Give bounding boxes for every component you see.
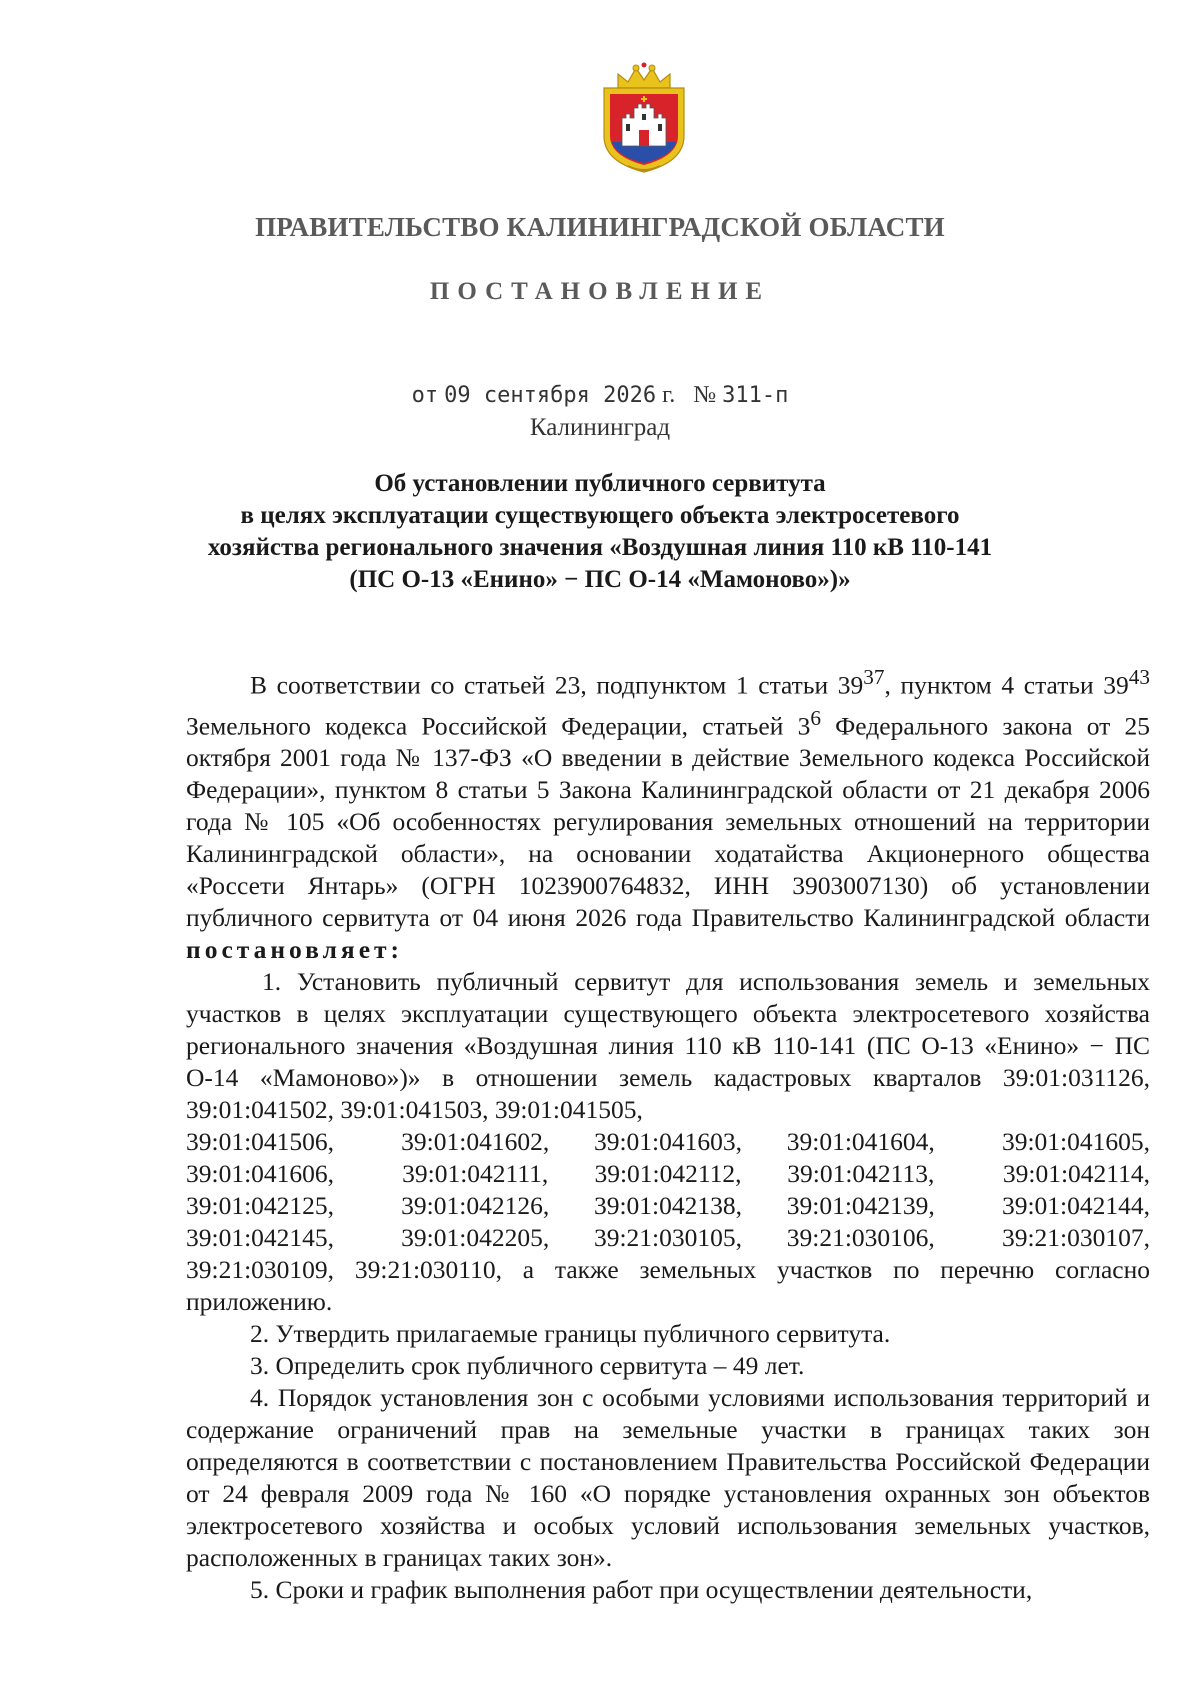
preamble-paragraph	[186, 661, 1150, 966]
superscript: 6	[810, 705, 821, 730]
government-title: ПРАВИТЕЛЬСТВО КАЛИНИНГРАДСКОЙ ОБЛАСТИ	[255, 212, 945, 242]
cadastral-number: 39:01:042125,	[186, 1191, 335, 1220]
item-1-continuation: 39:21:030109, 39:21:030110, а также земельных участков по перечню согласно приложению.	[186, 1255, 1150, 1316]
preamble-text: Земельного кодекса Российской Федерации, статьей 3	[186, 711, 811, 740]
document-title	[150, 468, 1050, 596]
cadastral-number: 39:21:030106,	[786, 1223, 935, 1252]
cadastral-number: 39:01:042205,	[401, 1223, 550, 1252]
document-type: ПОСТАНОВЛЕНИЕ	[429, 278, 771, 305]
cadastral-number: 39:01:041603,	[593, 1127, 743, 1156]
title-line: в целях эксплуатации существующего объекта электросетевого	[240, 502, 960, 529]
preamble-text: В соответствии со статьей 23, подпунктом 1 статьи 39	[250, 670, 864, 700]
cadastral-number: 39:01:041506,	[186, 1127, 335, 1156]
cadastral-number: 39:01:042112,	[594, 1159, 742, 1188]
preamble-text: Федерального закона от 25 октября 2001 года № 137-ФЗ «О введении в действие Земельного кодекса Российской Федерации», пунктом 8 статьи 5 Закона Калининградской области от 21 декабря 2006 года № 105 «Об особенностях регулирования земельных отношений на территории Калининградской области», на основании ходатайства Акционерного общества «Россети Янтарь» (ОГРН 1023900764832, ИНН 3903007130) об установлении публичного сервитута от 04 июня 2026 года Правительство Калининградской области	[186, 711, 1151, 932]
preamble-text: , пунктом 4 статьи 39	[884, 670, 1129, 700]
cadastral-number: 39:01:042145,	[186, 1223, 335, 1252]
superscript: 37	[863, 665, 885, 689]
date-suffix: г.	[662, 382, 676, 408]
item-4: 4. Порядок установления зон с особыми условиями использования территорий и содержание ограничений прав на земельные участки в границах таких зон определяются в соответствии с постановлением Правительства Российской Федерации от 24 февраля 2009 года № 160 «О порядке установления охранных зон объектов электросетевого хозяйства и особых условий использования земельных участков, расположенных в границах таких зон».	[186, 1383, 1150, 1572]
title-line: (ПС О-13 «Енино» − ПС О-14 «Мамоново»)»	[349, 566, 851, 593]
table-row	[186, 1126, 1150, 1158]
cadastral-number: 39:01:042144,	[1001, 1191, 1150, 1220]
number-sign: №	[693, 382, 717, 408]
cadastral-number: 39:01:041604,	[786, 1127, 935, 1156]
city: Калининград	[529, 414, 671, 441]
cadastral-quarters-table	[186, 1126, 1150, 1254]
item-3: 3. Определить срок публичного сервитута – 49 лет.	[250, 1351, 805, 1380]
item-1: 1. Установить публичный сервитут для использования земель и земельных участков в целях эксплуатации существующего объекта электросетевого хозяйства регионального значения «Воздушная линия 110 кВ 110-141 (ПС О-13 «Енино» − ПС О-14 «Мамоново»)» в отношении земель кадастровых кварталов 39:01:031126, 39:01:041502, 39:01:041503, 39:01:041505,	[186, 967, 1150, 1124]
coat-of-arms-icon	[598, 62, 690, 174]
cadastral-number: 39:01:042113,	[787, 1159, 935, 1188]
decree-word: постановляет:	[186, 935, 404, 964]
table-row	[186, 1222, 1150, 1254]
table-row	[186, 1158, 1150, 1190]
item-2: 2. Утвердить прилагаемые границы публичного сервитута.	[250, 1319, 891, 1348]
cadastral-number: 39:21:030107,	[1001, 1223, 1150, 1252]
cadastral-number: 39:01:041602,	[401, 1127, 550, 1156]
table-row	[186, 1190, 1150, 1222]
date-prefix: от	[411, 383, 439, 408]
document-number: 311-п	[722, 383, 789, 408]
document-body	[186, 661, 1150, 1606]
cadastral-number: 39:01:041606,	[186, 1159, 335, 1188]
cadastral-number: 39:01:041605,	[1001, 1127, 1150, 1156]
superscript: 43	[1128, 665, 1151, 689]
cadastral-number: 39:01:042114,	[1002, 1159, 1150, 1188]
cadastral-number: 39:21:030105,	[593, 1223, 743, 1252]
cadastral-number: 39:01:042126,	[401, 1191, 550, 1220]
cadastral-number: 39:01:042139,	[786, 1191, 935, 1220]
document-date-number	[0, 382, 1200, 409]
cadastral-number: 39:01:042111,	[402, 1159, 549, 1188]
cadastral-number: 39:01:042138,	[593, 1191, 743, 1220]
title-line: хозяйства регионального значения «Воздушная линия 110 кВ 110-141	[207, 534, 993, 561]
item-5: 5. Сроки и график выполнения работ при осуществлении деятельности,	[250, 1575, 1033, 1604]
title-line: Об установлении публичного сервитута	[374, 470, 826, 497]
date-value: 09 сентября 2026	[444, 383, 657, 408]
